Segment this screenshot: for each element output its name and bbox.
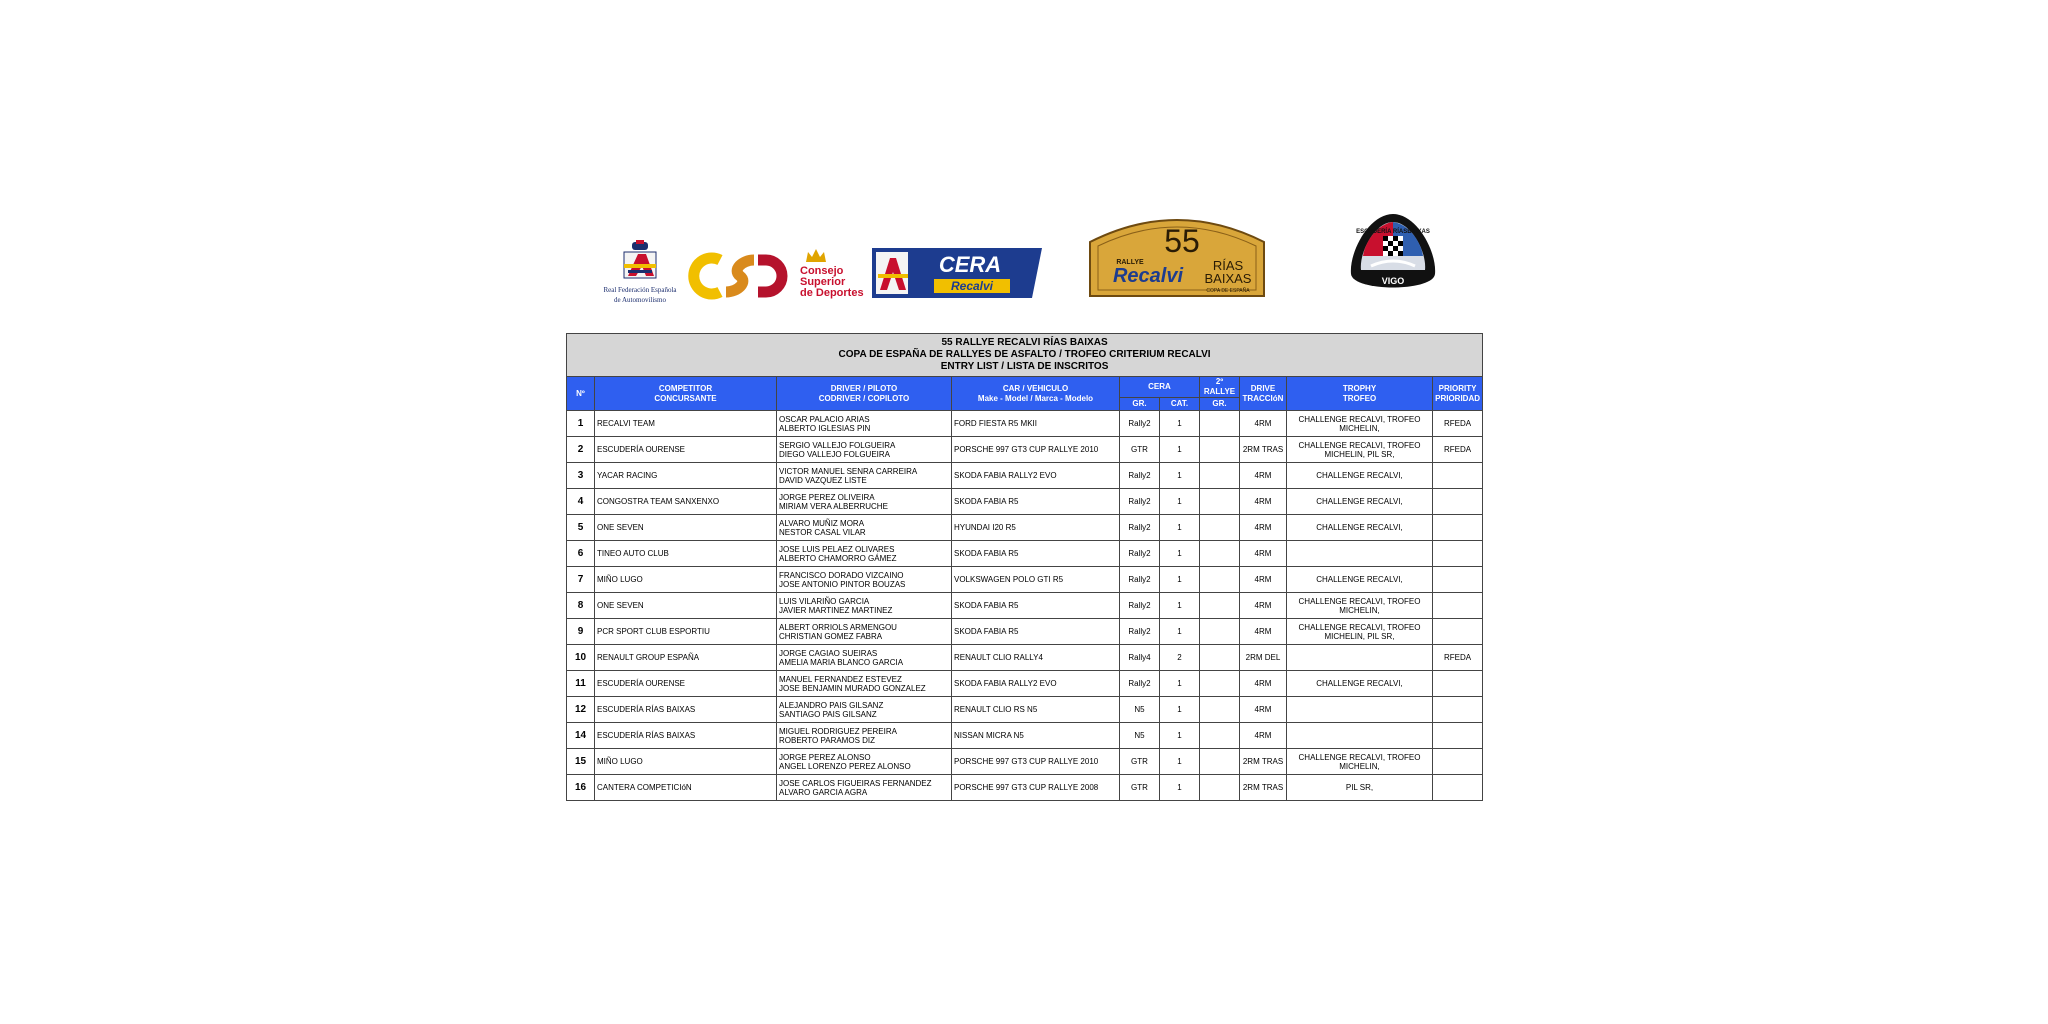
driver-name: ALVARO MUÑIZ MORA (779, 518, 865, 528)
category-cell: 1 (1160, 775, 1200, 801)
drive-header-en: DRIVE (1250, 383, 1276, 393)
drive-cell: 4RM (1240, 489, 1287, 515)
competitor-cell: RECALVI TEAM (595, 411, 777, 437)
priority-cell (1433, 697, 1483, 723)
driver-name: JORGE CAGIAO SUEIRAS (779, 648, 878, 658)
trophy-cell: CHALLENGE RECALVI, TROFEO MICHELIN, (1287, 593, 1433, 619)
drive-cell: 4RM (1240, 593, 1287, 619)
title-line-3: ENTRY LIST / LISTA DE INSCRITOS (940, 361, 1109, 372)
csd-line3: de Deportes (800, 287, 864, 299)
codriver-name: CHRISTIAN GOMEZ FABRA (779, 631, 883, 641)
crew-cell (777, 619, 952, 645)
drive-cell: 2RM TRAS (1240, 775, 1287, 801)
drive-cell: 2RM TRAS (1240, 437, 1287, 463)
group-cell: Rally2 (1120, 515, 1160, 541)
col-header-gr: GR. (1120, 398, 1160, 411)
crown-icon (804, 246, 828, 264)
table-row (567, 645, 1483, 671)
driver-header: DRIVER / PILOTO (830, 383, 898, 393)
group-cell: Rally2 (1120, 619, 1160, 645)
cera-sponsor: Recalvi (950, 279, 994, 293)
crew-cell (777, 437, 952, 463)
category-cell: 1 (1160, 567, 1200, 593)
entry-list-table (566, 333, 1483, 801)
priority-cell (1433, 489, 1483, 515)
crew-cell (777, 749, 952, 775)
cera-logo (872, 248, 1042, 298)
category-cell: 1 (1160, 697, 1200, 723)
trophy-cell (1287, 645, 1433, 671)
col-header-rallye2 (1200, 377, 1240, 398)
rally-subtitle: COPA DE ESPAÑA (1206, 288, 1250, 294)
category-cell: 1 (1160, 619, 1200, 645)
driver-name: ALBERT ORRIOLS ARMENGOU (779, 622, 897, 632)
crew-cell (777, 671, 952, 697)
title-line-2: COPA DE ESPAÑA DE RALLYES DE ASFALTO / TROFEO CRITERIUM RECALVI (838, 349, 1211, 360)
car-cell: SKODA FABIA R5 (952, 489, 1120, 515)
drive-cell: 4RM (1240, 541, 1287, 567)
escuderia-city: VIGO (1381, 276, 1405, 286)
codriver-name: MIRIAM VERA ALBERRUCHE (779, 501, 888, 511)
rally-word: RALLYE (1116, 259, 1144, 266)
group-cell: N5 (1120, 697, 1160, 723)
codriver-name: DAVID VAZQUEZ LISTE (779, 475, 867, 485)
col-header-trophy (1287, 377, 1433, 411)
car-cell: SKODA FABIA RALLY2 EVO (952, 463, 1120, 489)
codriver-name: ALVARO GARCIA AGRA (779, 787, 868, 797)
csd-symbol-logo (686, 252, 796, 300)
trophy-cell: CHALLENGE RECALVI, (1287, 489, 1433, 515)
trophy-cell: CHALLENGE RECALVI, TROFEO MICHELIN, PIL SR, (1287, 619, 1433, 645)
priority-cell: RFEDA (1433, 645, 1483, 671)
group-cell: Rally2 (1120, 489, 1160, 515)
codriver-name: JOSE ANTONIO PINTOR BOUZAS (779, 579, 906, 589)
drive-cell: 4RM (1240, 723, 1287, 749)
priority-cell (1433, 749, 1483, 775)
category-cell: 1 (1160, 463, 1200, 489)
group-cell: Rally2 (1120, 541, 1160, 567)
driver-name: JORGE PEREZ ALONSO (779, 752, 871, 762)
competitor-cell: CANTERA COMPETICIóN (595, 775, 777, 801)
competitor-cell: MIÑO LUGO (595, 567, 777, 593)
rallye2-group-cell (1200, 437, 1240, 463)
group-cell: Rally2 (1120, 593, 1160, 619)
crew-cell (777, 645, 952, 671)
trophy-header-es: TROFEO (1342, 393, 1377, 403)
table-row (567, 489, 1483, 515)
car-cell: NISSAN MICRA N5 (952, 723, 1120, 749)
drive-cell: 4RM (1240, 567, 1287, 593)
cera-title: CERA (938, 252, 1002, 277)
entry-number: 1 (567, 411, 595, 437)
priority-cell: RFEDA (1433, 437, 1483, 463)
category-cell: 1 (1160, 411, 1200, 437)
table-row (567, 749, 1483, 775)
category-cell: 1 (1160, 515, 1200, 541)
rally-name2: BAIXAS (1204, 271, 1252, 286)
col-header-car (952, 377, 1120, 411)
crew-cell (777, 775, 952, 801)
drive-cell: 2RM DEL (1240, 645, 1287, 671)
drive-cell: 4RM (1240, 671, 1287, 697)
table-row (567, 723, 1483, 749)
entry-rows (567, 411, 1483, 801)
rallye2-header-num: 2º (1215, 377, 1224, 386)
crew-cell (777, 489, 952, 515)
driver-name: OSCAR PALACIO ARIAS (779, 414, 870, 424)
driver-name: FRANCISCO DORADO VIZCAINO (779, 570, 904, 580)
table-title-row (567, 334, 1483, 377)
trophy-cell (1287, 697, 1433, 723)
table-row (567, 619, 1483, 645)
table-row (567, 463, 1483, 489)
category-cell: 1 (1160, 593, 1200, 619)
category-cell: 1 (1160, 749, 1200, 775)
competitor-header-en: COMPETITOR (658, 383, 713, 393)
competitor-cell: CONGOSTRA TEAM SANXENXO (595, 489, 777, 515)
table-row (567, 541, 1483, 567)
trophy-cell (1287, 723, 1433, 749)
car-cell: PORSCHE 997 GT3 CUP RALLYE 2008 (952, 775, 1120, 801)
col-header-driver (777, 377, 952, 411)
csd-line1: Consejo (800, 265, 844, 277)
crew-cell (777, 463, 952, 489)
rallye2-group-cell (1200, 541, 1240, 567)
category-cell: 1 (1160, 723, 1200, 749)
rallye2-group-cell (1200, 697, 1240, 723)
priority-cell (1433, 541, 1483, 567)
table-row (567, 671, 1483, 697)
table-row (567, 437, 1483, 463)
table-title (567, 334, 1483, 377)
driver-name: SERGIO VALLEJO FOLGUEIRA (779, 440, 896, 450)
table-row (567, 593, 1483, 619)
crew-cell (777, 697, 952, 723)
car-cell: RENAULT CLIO RS N5 (952, 697, 1120, 723)
escuderia-logo (1347, 212, 1439, 298)
rallye2-group-cell (1200, 593, 1240, 619)
col-header-gr2: GR. (1200, 398, 1240, 411)
checkered-flag-icon (1383, 236, 1403, 256)
escuderia-name: ESCUDERÍA RÍASBAIXAS (1356, 229, 1430, 235)
crew-cell (777, 567, 952, 593)
codriver-name: JAVIER MARTINEZ MARTINEZ (779, 605, 893, 615)
car-cell: SKODA FABIA R5 (952, 619, 1120, 645)
car-header: CAR / VEHICULO (1002, 383, 1069, 393)
table-row (567, 697, 1483, 723)
col-header-cat: CAT. (1160, 398, 1200, 411)
rallye2-group-cell (1200, 619, 1240, 645)
crew-cell (777, 411, 952, 437)
col-header-cera: CERA (1120, 377, 1200, 398)
entry-number: 16 (567, 775, 595, 801)
rallye2-group-cell (1200, 463, 1240, 489)
col-header-drive (1240, 377, 1287, 411)
competitor-cell: ESCUDERÍA OURENSE (595, 437, 777, 463)
entry-number: 9 (567, 619, 595, 645)
group-cell: Rally2 (1120, 567, 1160, 593)
car-cell: HYUNDAI I20 R5 (952, 515, 1120, 541)
trophy-cell: CHALLENGE RECALVI, TROFEO MICHELIN, (1287, 749, 1433, 775)
rfea-line2: de Automovilismo (614, 296, 666, 304)
competitor-cell: TINEO AUTO CLUB (595, 541, 777, 567)
rallye2-group-cell (1200, 489, 1240, 515)
entry-number: 10 (567, 645, 595, 671)
category-cell: 2 (1160, 645, 1200, 671)
entry-number: 8 (567, 593, 595, 619)
drive-cell: 4RM (1240, 619, 1287, 645)
priority-cell (1433, 593, 1483, 619)
codriver-name: ALBERTO CHAMORRO GÁMEZ (779, 553, 897, 563)
car-cell: PORSCHE 997 GT3 CUP RALLYE 2010 (952, 749, 1120, 775)
priority-cell (1433, 723, 1483, 749)
codriver-name: DIEGO VALLEJO FOLGUEIRA (779, 449, 890, 459)
trophy-cell: CHALLENGE RECALVI, TROFEO MICHELIN, (1287, 411, 1433, 437)
rally-number: 55 (1164, 223, 1200, 259)
rallye2-group-cell (1200, 411, 1240, 437)
rallye2-group-cell (1200, 567, 1240, 593)
driver-name: VICTOR MANUEL SENRA CARREIRA (779, 466, 918, 476)
entry-number: 11 (567, 671, 595, 697)
crew-cell (777, 593, 952, 619)
competitor-cell: ESCUDERÍA RÍAS BAIXAS (595, 697, 777, 723)
drive-cell: 4RM (1240, 411, 1287, 437)
entry-number: 2 (567, 437, 595, 463)
trophy-cell: CHALLENGE RECALVI, (1287, 463, 1433, 489)
car-cell: RENAULT CLIO RALLY4 (952, 645, 1120, 671)
group-cell: GTR (1120, 749, 1160, 775)
driver-name: MANUEL FERNANDEZ ESTEVEZ (779, 674, 902, 684)
rfea-logo (598, 240, 682, 304)
drive-cell: 4RM (1240, 697, 1287, 723)
entry-number: 5 (567, 515, 595, 541)
priority-cell (1433, 567, 1483, 593)
car-subheader: Make - Model / Marca - Modelo (977, 393, 1094, 403)
drive-cell: 4RM (1240, 515, 1287, 541)
competitor-header-es: CONCURSANTE (654, 393, 717, 403)
competitor-cell: PCR SPORT CLUB ESPORTIU (595, 619, 777, 645)
trophy-cell: CHALLENGE RECALVI, (1287, 671, 1433, 697)
competitor-cell: YACAR RACING (595, 463, 777, 489)
competitor-cell: MIÑO LUGO (595, 749, 777, 775)
driver-name: JOSE CARLOS FIGUEIRAS FERNANDEZ (779, 778, 932, 788)
codriver-name: NESTOR CASAL VILAR (779, 527, 866, 537)
group-cell: Rally2 (1120, 463, 1160, 489)
entry-number: 3 (567, 463, 595, 489)
codriver-name: AMELIA MARIA BLANCO GARCIA (779, 657, 904, 667)
priority-cell (1433, 463, 1483, 489)
entry-number: 6 (567, 541, 595, 567)
group-cell: GTR (1120, 775, 1160, 801)
crew-cell (777, 541, 952, 567)
rallye2-group-cell (1200, 645, 1240, 671)
group-cell: N5 (1120, 723, 1160, 749)
rallye2-group-cell (1200, 723, 1240, 749)
group-cell: Rally2 (1120, 671, 1160, 697)
trophy-cell: CHALLENGE RECALVI, (1287, 567, 1433, 593)
car-cell: SKODA FABIA R5 (952, 541, 1120, 567)
car-cell: PORSCHE 997 GT3 CUP RALLYE 2010 (952, 437, 1120, 463)
priority-cell (1433, 775, 1483, 801)
codriver-header: CODRIVER / COPILOTO (818, 393, 910, 403)
table-row (567, 515, 1483, 541)
trophy-cell (1287, 541, 1433, 567)
competitor-cell: ESCUDERÍA RÍAS BAIXAS (595, 723, 777, 749)
entry-number: 4 (567, 489, 595, 515)
col-header-competitor (595, 377, 777, 411)
competitor-cell: RENAULT GROUP ESPAÑA (595, 645, 777, 671)
driver-name: JOSE LUIS PELAEZ OLIVARES (779, 544, 895, 554)
entry-number: 14 (567, 723, 595, 749)
car-cell: SKODA FABIA R5 (952, 593, 1120, 619)
table-row (567, 411, 1483, 437)
competitor-cell: ONE SEVEN (595, 593, 777, 619)
priority-cell (1433, 671, 1483, 697)
entry-number: 7 (567, 567, 595, 593)
entry-number: 12 (567, 697, 595, 723)
rallye2-group-cell (1200, 515, 1240, 541)
rallye2-group-cell (1200, 671, 1240, 697)
priority-header-en: PRIORITY (1438, 383, 1477, 393)
col-header-priority (1433, 377, 1483, 411)
rfea-crown-emblem (616, 240, 664, 284)
car-cell: VOLKSWAGEN POLO GTI R5 (952, 567, 1120, 593)
car-cell: SKODA FABIA RALLY2 EVO (952, 671, 1120, 697)
priority-cell (1433, 619, 1483, 645)
title-line-1: 55 RALLYE RECALVI RÍAS BAIXAS (941, 337, 1108, 348)
crew-cell (777, 515, 952, 541)
entry-list-sheet (566, 333, 1482, 801)
category-cell: 1 (1160, 489, 1200, 515)
group-cell: Rally4 (1120, 645, 1160, 671)
trophy-header-en: TROPHY (1342, 383, 1377, 393)
group-cell: Rally2 (1120, 411, 1160, 437)
csd-text-logo (800, 246, 872, 302)
priority-cell: RFEDA (1433, 411, 1483, 437)
rally-plate-logo (1082, 212, 1272, 300)
codriver-name: ANGEL LORENZO PEREZ ALONSO (779, 761, 911, 771)
codriver-name: SANTIAGO PAIS GILSANZ (779, 709, 877, 719)
rallye2-group-cell (1200, 749, 1240, 775)
category-cell: 1 (1160, 541, 1200, 567)
drive-cell: 4RM (1240, 463, 1287, 489)
group-cell: GTR (1120, 437, 1160, 463)
table-row (567, 567, 1483, 593)
table-row (567, 775, 1483, 801)
category-cell: 1 (1160, 437, 1200, 463)
header-row (567, 377, 1483, 398)
competitor-cell: ESCUDERÍA OURENSE (595, 671, 777, 697)
driver-name: ALEJANDRO PAIS GILSANZ (779, 700, 884, 710)
car-cell: FORD FIESTA R5 MKII (952, 411, 1120, 437)
rallye2-group-cell (1200, 775, 1240, 801)
category-cell: 1 (1160, 671, 1200, 697)
crew-cell (777, 723, 952, 749)
rallye2-header-label: RALLYE (1203, 387, 1236, 396)
driver-name: MIGUEL RODRIGUEZ PEREIRA (779, 726, 897, 736)
competitor-cell: ONE SEVEN (595, 515, 777, 541)
codriver-name: ROBERTO PARAMOS DIZ (779, 735, 876, 745)
entry-number: 15 (567, 749, 595, 775)
rally-name1: RÍAS (1212, 258, 1244, 273)
trophy-cell: PIL SR, (1287, 775, 1433, 801)
codriver-name: JOSE BENJAMIN MURADO GONZALEZ (779, 683, 926, 693)
rally-sponsor: Recalvi (1112, 265, 1184, 287)
drive-cell: 2RM TRAS (1240, 749, 1287, 775)
codriver-name: ALBERTO IGLESIAS PIN (779, 423, 871, 433)
rfea-line1: Real Federación Española (603, 286, 677, 294)
priority-cell (1433, 515, 1483, 541)
priority-header-es: PRIORIDAD (1435, 393, 1480, 403)
csd-line2: Superior (800, 276, 846, 288)
col-header-num: Nº (567, 377, 595, 411)
drive-header-es: TRACCIóN (1242, 393, 1284, 403)
trophy-cell: CHALLENGE RECALVI, TROFEO MICHELIN, PIL SR, (1287, 437, 1433, 463)
driver-name: JORGE PEREZ OLIVEIRA (779, 492, 875, 502)
driver-name: LUIS VILARIÑO GARCIA (779, 596, 870, 606)
trophy-cell: CHALLENGE RECALVI, (1287, 515, 1433, 541)
